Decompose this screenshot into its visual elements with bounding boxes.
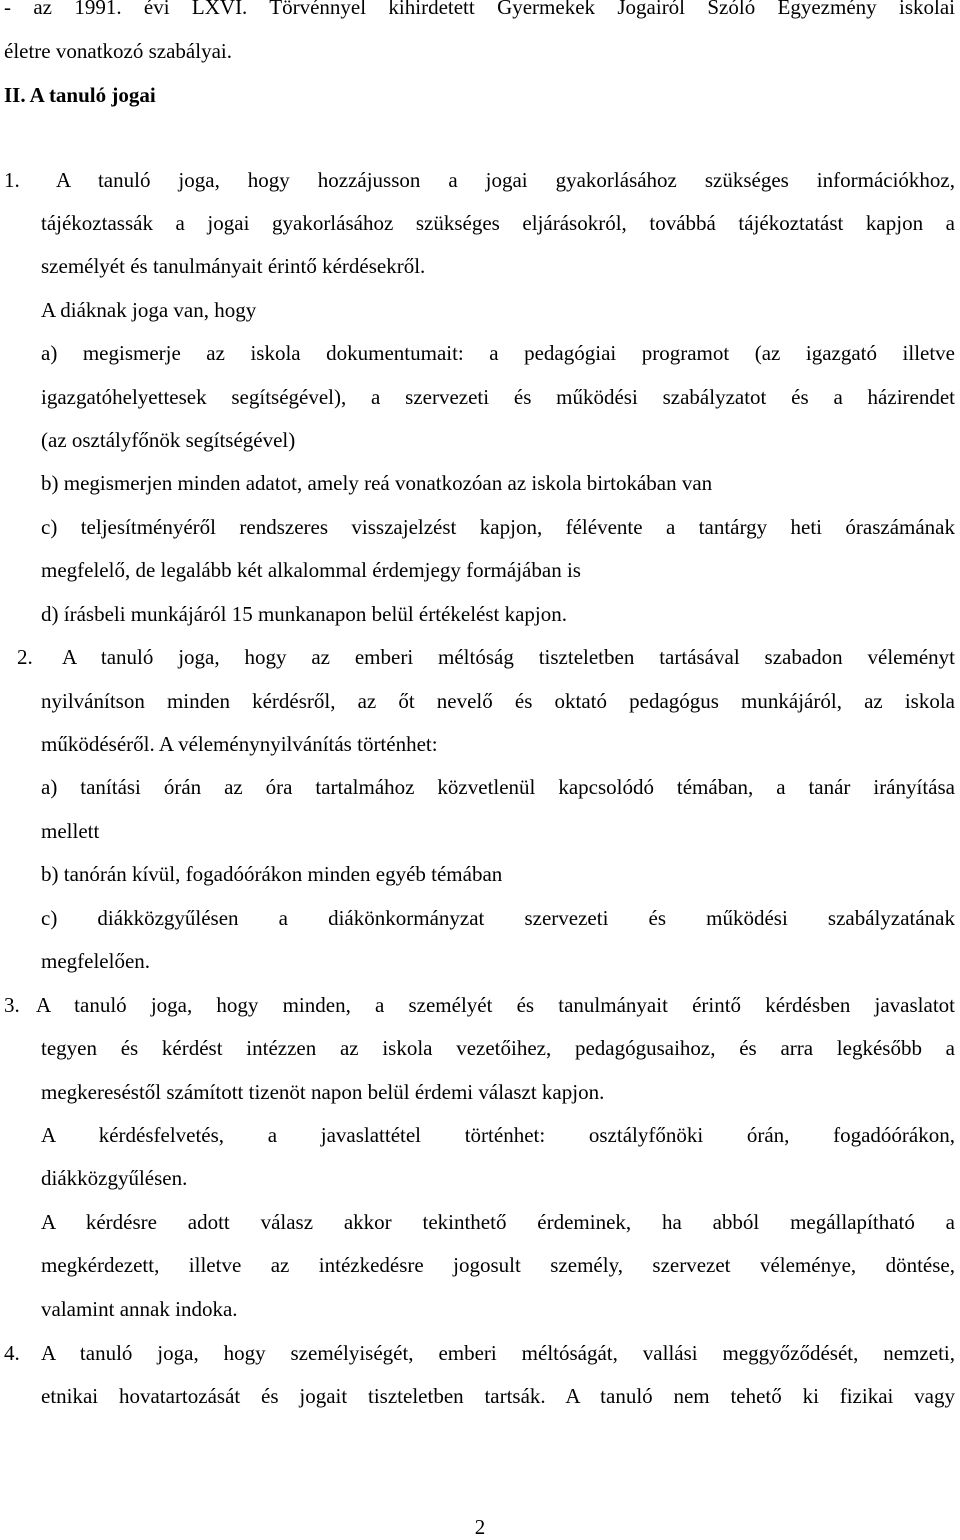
item-line: d) írásbeli munkájáról 15 munkanapon belül értékelést kapjon. [41,602,568,626]
item-line: a) tanítási órán az óra tartalmához közvetlenül kapcsolódó témában, a tanár irányítása [41,775,955,799]
item-number: 4. [4,1341,20,1365]
item-line: A tanuló joga, hogy hozzájusson a jogai gyakorlásához szükséges információkhoz, [56,168,955,192]
item-line: A diáknak joga van, hogy [41,298,257,322]
page-number: 2 [474,1515,486,1539]
item-line: nyilvánítson minden kérdésről, az őt nevelő és oktató pedagógus munkájáról, az iskola [41,689,955,713]
item-line: A tanuló joga, hogy az emberi méltóság tiszteletben tartásával szabadon véleményt [62,645,955,669]
item-line: diákközgyűlésen. [41,1166,188,1190]
item-line: megfelelően. [41,949,151,973]
item-line: b) megismerjen minden adatot, amely reá vonatkozóan az iskola birtokában van [41,471,713,495]
item-line: A tanuló joga, hogy minden, a személyét és tanulmányait érintő kérdésben javaslatot [36,993,955,1017]
intro-line: - az 1991. évi LXVI. Törvénnyel kihirdetett Gyermekek Jogairól Szóló Egyezmény iskolai [4,0,955,19]
item-line: A kérdésre adott válasz akkor tekinthető érdeminek, ha abból megállapítható a [41,1210,955,1234]
item-line: (az osztályfőnök segítségével) [41,428,296,452]
item-line: c) teljesítményéről rendszeres visszajelzést kapjon, félévente a tantárgy heti óraszámának [41,515,955,539]
item-line: a) megismerje az iskola dokumentumait: a pedagógiai programot (az igazgató illetve [41,341,955,365]
intro-line: életre vonatkozó szabályai. [4,39,232,63]
item-line: etnikai hovatartozását és jogait tiszteletben tartsák. A tanuló nem tehető ki fizikai vagy [41,1384,955,1408]
item-line: megfelelő, de legalább két alkalommal érdemjegy formájában is [41,558,581,582]
section-title: II. A tanuló jogai [4,83,156,107]
item-line: valamint annak indoka. [41,1297,238,1321]
item-line: megkereséstől számított tizenöt napon belül érdemi választ kapjon. [41,1080,605,1104]
item-line: igazgatóhelyettesek segítségével), a szervezeti és működési szabályzatot és a házirendet [41,385,955,409]
item-number: 3. [4,993,20,1017]
item-line: működéséről. A véleménynyilvánítás történhet: [41,732,438,756]
item-line: mellett [41,819,100,843]
item-number: 2. [17,645,33,669]
item-number: 1. [4,168,20,192]
item-line: személyét és tanulmányait érintő kérdésekről. [41,254,426,278]
item-line: tájékoztassák a jogai gyakorlásához szükséges eljárásokról, továbbá tájékoztatást kapjon a [41,211,955,235]
item-line: A tanuló joga, hogy személyiségét, emberi méltóságát, vallási meggyőződését, nemzeti, [41,1341,955,1365]
item-line: c) diákközgyűlésen a diákönkormányzat szervezeti és működési szabályzatának [41,906,955,930]
item-line: tegyen és kérdést intézzen az iskola vezetőihez, pedagógusaihoz, és arra legkésőbb a [41,1036,955,1060]
item-line: A kérdésfelvetés, a javaslattétel történhet: osztályfőnöki órán, fogadóórákon, [41,1123,955,1147]
item-line: b) tanórán kívül, fogadóórákon minden egyéb témában [41,862,503,886]
item-line: megkérdezett, illetve az intézkedésre jogosult személy, szervezet véleménye, döntése, [41,1253,955,1277]
